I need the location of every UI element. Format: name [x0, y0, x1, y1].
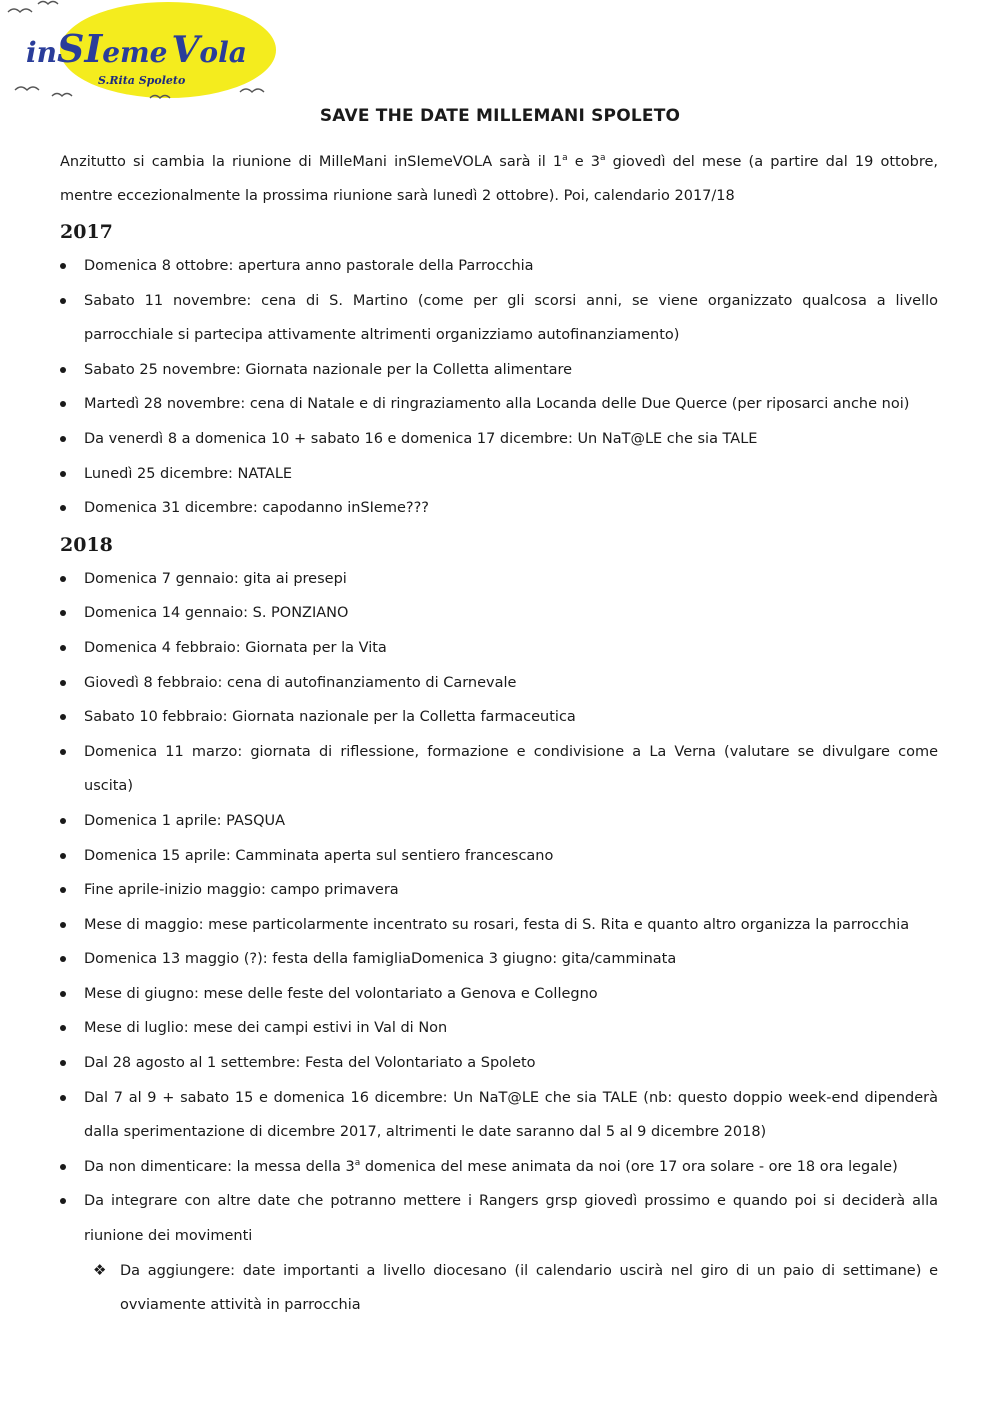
list-item: Mese di luglio: mese dei campi estivi in Val di Non	[60, 1011, 938, 1046]
bullet-icon	[60, 367, 66, 373]
list-item: Domenica 1 aprile: PASQUA	[60, 804, 938, 839]
list-item: Domenica 8 ottobre: apertura anno pastorale della Parrocchia	[60, 249, 938, 284]
bullet-icon	[60, 436, 66, 442]
document-body	[60, 145, 938, 1323]
bullet-icon	[60, 576, 66, 582]
bullet-icon	[60, 1060, 66, 1066]
bullet-icon	[60, 680, 66, 686]
list-item: Domenica 14 gennaio: S. PONZIANO	[60, 596, 938, 631]
bullet-icon	[60, 818, 66, 824]
bullet-icon	[60, 298, 66, 304]
logo-text-in: in	[26, 36, 57, 69]
bullet-icon	[60, 922, 66, 928]
logo-text-eme: eme	[102, 36, 168, 69]
bullet-icon	[60, 645, 66, 651]
list-item: Mese di giugno: mese delle feste del volontariato a Genova e Collegno	[60, 977, 938, 1012]
bullet-icon	[60, 1095, 66, 1101]
list-item: Sabato 25 novembre: Giornata nazionale per la Colletta alimentare	[60, 353, 938, 388]
bullet-icon	[60, 1198, 66, 1204]
bullet-icon	[60, 956, 66, 962]
bullet-icon	[60, 714, 66, 720]
sub-list-item: ❖ Da aggiungere: date importanti a livello diocesano (il calendario uscirà nel giro di un paio di settimane) e ovviamente attività in parrocchia	[93, 1260, 938, 1314]
bullet-icon	[60, 401, 66, 407]
list-item: Domenica 15 aprile: Camminata aperta sul sentiero francescano	[60, 839, 938, 874]
bullet-icon	[60, 1025, 66, 1031]
document-title: SAVE THE DATE MILLEMANI SPOLETO	[319, 106, 681, 126]
list-item: Dal 28 agosto al 1 settembre: Festa del Volontariato a Spoleto	[60, 1046, 938, 1081]
list-item: Sabato 10 febbraio: Giornata nazionale per la Colletta farmaceutica	[60, 700, 938, 735]
list-item: Da integrare con altre date che potranno mettere i Rangers grsp giovedì prossimo e quando poi si deciderà alla riunione dei movimenti	[60, 1184, 938, 1253]
list-item: Giovedì 8 febbraio: cena di autofinanziamento di Carnevale	[60, 666, 938, 701]
list-item: Da non dimenticare: la messa della 3$^a$ domenica del mese animata da noi (ore 17 ora solare - ore 18 ora legale)	[60, 1150, 938, 1185]
bullet-icon	[60, 749, 66, 755]
list-item: Fine aprile-inizio maggio: campo primavera	[60, 873, 938, 908]
logo-text-si: SI	[57, 26, 103, 71]
list-item: Dal 7 al 9 + sabato 15 e domenica 16 dicembre: Un NaT@LE che sia TALE (nb: questo doppio week-end dipenderà dalla sperimentazione di dicembre 2017, altrimenti le date saranno dal 5 al 9 dicembre 2018)	[60, 1081, 938, 1150]
bullet-icon	[60, 263, 66, 269]
list-item: Martedì 28 novembre: cena di Natale e di ringraziamento alla Locanda delle Due Querce (per riposarci anche noi)	[60, 387, 938, 422]
diamond-bullet-icon: ❖	[93, 1260, 107, 1279]
list-item: Domenica 13 maggio (?): festa della famigliaDomenica 3 giugno: gita/camminata	[60, 942, 938, 977]
list-item: Domenica 31 dicembre: capodanno inSIeme???	[60, 491, 938, 526]
events-list-2017	[60, 249, 938, 526]
list-item: Domenica 11 marzo: giornata di riflessione, formazione e condivisione a La Verna (valutare se divulgare come uscita)	[60, 735, 938, 804]
logo	[0, 0, 290, 105]
logo-text-v: V	[171, 29, 200, 71]
bullet-icon	[60, 887, 66, 893]
logo-subtitle: S.Rita Spoleto	[98, 74, 186, 87]
intro-paragraph: Anzitutto si cambia la riunione di MilleMani inSIemeVOLA sarà il 1$^a$ e 3$^a$ giovedì del mese (a partire dal 19 ottobre, mentre eccezionalmente la prossima riunione sarà lunedì 2 ottobre). Poi, calendario 2017/18	[60, 153, 938, 204]
bullet-icon	[60, 853, 66, 859]
list-item: Sabato 11 novembre: cena di S. Martino (come per gli scorsi anni, se viene organizzato qualcosa a livello parrocchiale si partecipa attivamente altrimenti organizziamo autofinanziamento)	[60, 284, 938, 353]
bullet-icon	[60, 991, 66, 997]
logo-text-ola: ola	[199, 36, 247, 69]
bullet-icon	[60, 505, 66, 511]
year-heading-2018: 2018	[60, 533, 113, 556]
list-item: Domenica 4 febbraio: Giornata per la Vita	[60, 631, 938, 666]
list-item: Mese di maggio: mese particolarmente incentrato su rosari, festa di S. Rita e quanto altro organizza la parrocchia	[60, 908, 938, 943]
events-list-2018	[60, 562, 938, 1254]
list-item: Domenica 7 gennaio: gita ai presepi	[60, 562, 938, 597]
list-item: Lunedì 25 dicembre: NATALE	[60, 457, 938, 492]
bullet-icon	[60, 1164, 66, 1170]
year-heading-2017: 2017	[60, 221, 113, 243]
list-item: Da venerdì 8 a domenica 10 + sabato 16 e domenica 17 dicembre: Un NaT@LE che sia TALE	[60, 422, 938, 457]
bullet-icon	[60, 471, 66, 477]
bullet-icon	[60, 610, 66, 616]
